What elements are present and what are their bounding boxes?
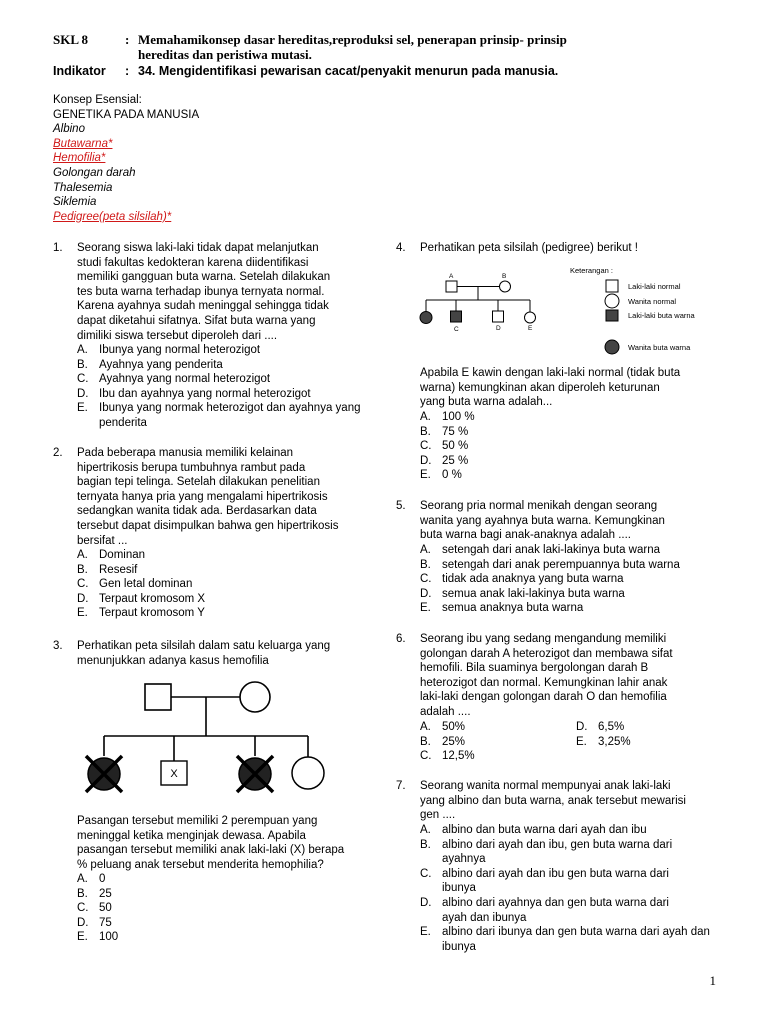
question-line: studi fakultas kedokteran karena diidentifikasi	[77, 256, 309, 269]
parent-a-square	[446, 281, 457, 292]
question-number: 3.	[53, 640, 63, 652]
option-e[interactable]: E. 0 %	[420, 469, 462, 482]
answer-options	[420, 543, 718, 616]
option-c[interactable]: C. 12,5%	[420, 750, 475, 763]
child-d-square	[493, 311, 504, 322]
legend-normal-female-icon	[605, 294, 619, 308]
question-number: 2.	[53, 447, 63, 459]
konsep-item: Siklemia	[53, 196, 97, 209]
label-b: B	[502, 273, 507, 280]
option-c[interactable]: C. albino dari ayah dan ibu gen buta warna dari ibunya	[420, 867, 669, 895]
question-text	[420, 366, 716, 410]
question-line: Seorang ibu yang sedang mengandung memiliki	[420, 633, 667, 645]
option-a[interactable]: A. Dominan	[77, 549, 146, 561]
question-line: dapat diketahui sifatnya. Sifat buta warna yang	[77, 314, 316, 327]
label-e: E	[528, 325, 533, 332]
deceased-daughter-1	[86, 756, 122, 792]
question-line: pasangan tersebut memiliki anak laki-laki (X) berapa	[77, 844, 345, 857]
parent-b-circle	[500, 281, 511, 292]
legend-item: Laki-laki buta warna	[628, 311, 695, 320]
question-line: memiliki gangguan buta warna. Setelah dilakukan	[77, 271, 331, 284]
konsep-item: Golongan darah	[53, 166, 136, 179]
answer-options	[420, 823, 718, 954]
hemofilia-pedigree	[78, 672, 348, 800]
option-a[interactable]: A. albino dan buta warna dari ayah dan ibu	[420, 824, 647, 836]
question-line: Seorang siswa laki-laki tidak dapat melanjutkan	[77, 242, 319, 254]
option-d[interactable]: D. 6,5%	[576, 721, 625, 733]
option-e[interactable]: E. 3,25%	[576, 735, 631, 748]
question-line: tersebut dapat disimpulkan bahwa gen hipertrikosis	[77, 519, 339, 532]
legend-normal-male-icon	[606, 280, 618, 292]
option-a[interactable]: A. 0	[77, 873, 106, 885]
answer-options	[77, 872, 277, 945]
child-e-circle	[525, 312, 536, 323]
option-c[interactable]: C. 50 %	[420, 440, 469, 453]
option-b[interactable]: B. 25%	[420, 735, 466, 748]
question-line: heterozigot dan normal. Kemungkinan lahir anak	[420, 676, 668, 689]
option-d[interactable]: D. 75	[77, 916, 112, 929]
question-text	[77, 639, 375, 668]
question-line: warna) kemungkinan akan diperoleh keturunan	[420, 381, 660, 394]
option-d[interactable]: D. 25 %	[420, 454, 469, 467]
skl-label: SKL 8	[53, 32, 89, 47]
skl-separator: :	[125, 32, 130, 47]
skl-text-line1: Memahamikonsep dasar hereditas,reproduksi sel, penerapan prinsip- prinsip	[138, 32, 567, 47]
father-square	[145, 684, 171, 710]
option-e[interactable]: E. 100	[77, 931, 119, 944]
answer-options	[77, 343, 375, 431]
option-b[interactable]: B. 25	[77, 887, 112, 900]
question-line: ternyata hanya pria yang mengalami hipertrikosis	[77, 490, 328, 503]
option-b[interactable]: B. 75 %	[420, 425, 469, 438]
question-line: Karena ayahnya sudah meninggal sehingga tidak	[77, 300, 329, 313]
son-x-label: X	[170, 768, 178, 780]
question-line: yang buta warna adalah...	[420, 396, 553, 409]
indikator-text: 34. Mengidentifikasi pewarisan cacat/penyakit menurun pada manusia.	[138, 64, 559, 78]
question-line: buta warna bagi anak-anaknya adalah ....	[420, 529, 631, 542]
question-line: Pasangan tersebut memiliki 2 perempuan yang	[77, 815, 318, 827]
answer-options-right	[576, 720, 696, 749]
konsep-item: Hemofilia*	[53, 152, 106, 165]
question-line: Perhatikan peta silsilah (pedigree) berikut !	[420, 242, 638, 254]
option-e[interactable]: E. semua anaknya buta warna	[420, 602, 584, 615]
question-line: hipertrikosis berupa tumbuhnya rambut pada	[77, 461, 306, 474]
question-line: % peluang anak tersebut menderita hemophilia?	[77, 858, 324, 871]
option-e[interactable]: E. Ibunya yang normak heterozigot dan ayahnya yang penderita	[77, 402, 361, 429]
question-line: adalah ....	[420, 705, 471, 718]
question-line: meninggal ketika menginjak dewasa. Apabila	[77, 829, 306, 842]
mother-circle	[240, 682, 270, 712]
konsep-item: Thalesemia	[53, 181, 113, 194]
question-line: gen ....	[420, 809, 456, 822]
answer-options	[77, 548, 375, 621]
question-line: hemofili. Bila suaminya bergolongan darah B	[420, 662, 649, 675]
question-line: Perhatikan peta silsilah dalam satu keluarga yang	[77, 640, 331, 652]
question-number: 6.	[396, 633, 406, 645]
option-c[interactable]: C. 50	[77, 902, 112, 915]
question-text	[420, 632, 716, 720]
option-e[interactable]: E. albino dari ibunya dan gen buta warna dari ayah dan ibunya	[420, 926, 710, 953]
indikator-label: Indikator	[53, 64, 106, 78]
daughter-circle	[292, 757, 324, 789]
page-number: 1	[709, 973, 716, 988]
legend-colorblind-female-icon	[605, 340, 619, 354]
option-c[interactable]: C. Ayahnya yang normal heterozigot	[77, 373, 271, 386]
option-d[interactable]: D. semua anak laki-lakinya buta warna	[420, 587, 625, 600]
option-a[interactable]: A. Ibunya yang normal heterozigot	[77, 344, 261, 356]
question-text	[77, 241, 375, 343]
question-line: bersifat ...	[77, 534, 128, 547]
konsep-subtitle: GENETIKA PADA MANUSIA	[53, 108, 200, 121]
legend-item: Laki-laki normal	[628, 282, 681, 291]
question-line: Pada beberapa manusia memiliki kelainan	[77, 447, 294, 459]
question-text	[77, 814, 363, 872]
question-line: yang albino dan buta warna, anak tersebut mewarisi	[420, 794, 686, 807]
legend-item: Wanita normal	[628, 297, 677, 306]
option-b[interactable]: B. setengah dari anak perempuannya buta warna	[420, 558, 680, 571]
question-line: laki-laki dengan golongan darah O dan hemofilia	[420, 691, 667, 704]
question-line: Seorang pria normal menikah dengan seorang	[420, 500, 658, 512]
answer-options	[420, 410, 620, 483]
deceased-daughter-2	[237, 756, 273, 792]
option-b[interactable]: B. Resesif	[77, 563, 138, 576]
colorblind-female	[420, 312, 432, 324]
label-d: D	[496, 325, 501, 332]
option-a[interactable]: A. 100 %	[420, 411, 475, 423]
konsep-item: Pedigree(peta silsilah)*	[53, 210, 172, 223]
question-number: 7.	[396, 780, 406, 792]
legend-item: Wanita buta warna	[628, 343, 691, 352]
question-number: 1.	[53, 242, 63, 254]
question-text	[77, 446, 375, 548]
question-line: Seorang wanita normal mempunyai anak laki-laki	[420, 780, 671, 792]
question-line: wanita yang ayahnya buta warna. Kemungkinan	[420, 514, 665, 527]
option-d[interactable]: D. Terpaut kromosom X	[77, 592, 206, 605]
question-line: bagian tepi telinga. Setelah dilakukan penelitian	[77, 476, 320, 489]
option-b[interactable]: B. Ayahnya yang penderita	[77, 358, 223, 371]
option-a[interactable]: A. 50%	[420, 721, 466, 733]
answer-options-left	[420, 720, 570, 764]
option-e[interactable]: E. Terpaut kromosom Y	[77, 607, 205, 620]
label-a: A	[449, 273, 454, 280]
option-c[interactable]: C. Gen letal dominan	[77, 578, 193, 591]
legend-title: Keterangan :	[570, 266, 613, 275]
option-c[interactable]: C. tidak ada anaknya yang buta warna	[420, 573, 624, 586]
question-text	[420, 499, 716, 543]
indikator-separator: :	[125, 64, 130, 78]
skl-text-line2: hereditas dan peristiwa mutasi.	[138, 47, 312, 62]
question-line: sedangkan wanita tidak ada. Berdasarkan data	[77, 505, 317, 518]
option-d[interactable]: D. albino dari ayahnya dan gen buta warna dari ayah dan ibunya	[420, 896, 669, 924]
option-a[interactable]: A. setengah dari anak laki-lakinya buta warna	[420, 544, 660, 556]
label-c: C	[454, 326, 459, 333]
question-text	[420, 241, 720, 256]
question-text	[420, 779, 716, 823]
question-line: menunjukkan adanya kasus hemofilia	[77, 654, 269, 667]
colorblind-male-c	[451, 311, 462, 322]
konsep-title: Konsep Esensial:	[53, 94, 142, 106]
question-number: 4.	[396, 242, 406, 254]
buta-warna-pedigree	[410, 266, 740, 360]
option-d[interactable]: D. Ibu dan ayahnya yang normal heterozigot	[77, 387, 311, 400]
question-line: dimiliki siswa tersebut diperoleh dari ....	[77, 329, 278, 342]
option-b[interactable]: B. albino dari ayah dan ibu, gen buta warna dari ayahnya	[420, 838, 673, 866]
konsep-esensial	[53, 93, 199, 224]
konsep-item: Butawarna*	[53, 137, 113, 150]
konsep-item: Albino	[53, 123, 85, 136]
question-line: tes buta warna terhadap ibunya ternyata normal.	[77, 285, 325, 298]
question-number: 5.	[396, 500, 406, 512]
question-line: golongan darah A heterozigot dan membawa sifat	[420, 647, 673, 660]
question-line: Apabila E kawin dengan laki-laki normal (tidak buta	[420, 367, 681, 379]
legend-colorblind-male-icon	[606, 310, 618, 321]
